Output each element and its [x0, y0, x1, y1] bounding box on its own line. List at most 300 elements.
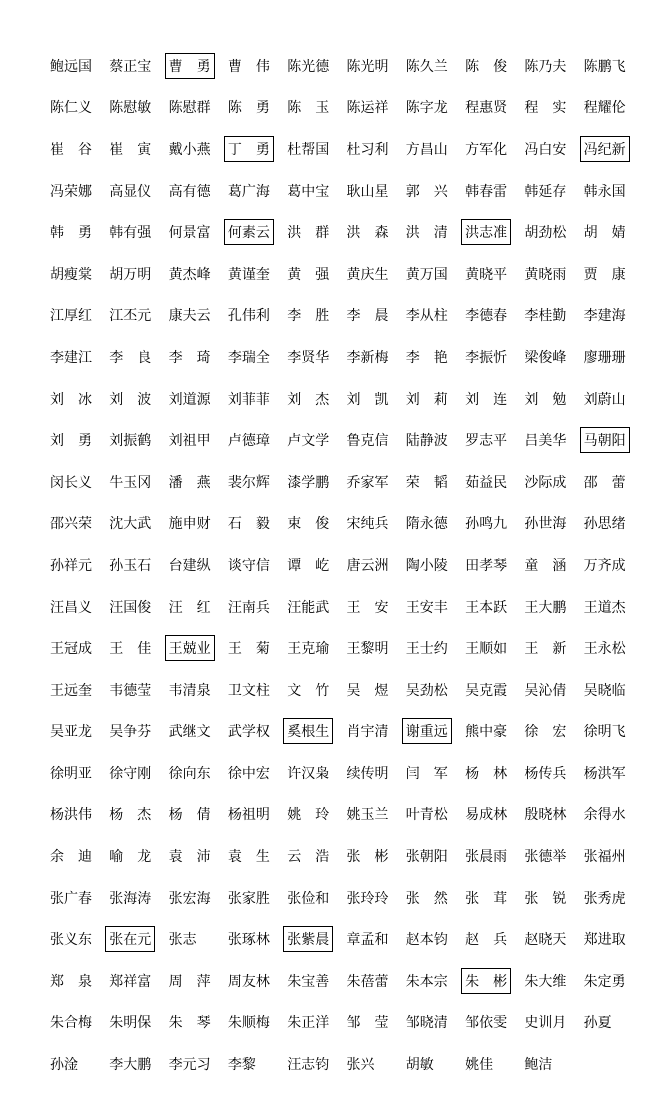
name-char: 杨 — [50, 807, 64, 824]
name-char: 李 — [346, 308, 361, 325]
name — [228, 264, 270, 284]
name-char: 潘 — [168, 474, 183, 491]
name-char: 黄 — [168, 266, 183, 283]
name-char: 义 — [78, 474, 92, 491]
name — [228, 56, 270, 76]
name-char: 程 — [524, 100, 539, 117]
name-cell — [524, 638, 583, 658]
name-char: 刘 — [346, 391, 361, 408]
name-row — [50, 211, 643, 253]
name-cell — [346, 555, 405, 575]
name-cell — [50, 181, 109, 201]
name-cell — [287, 347, 346, 367]
name-char: 李 — [465, 349, 480, 366]
name — [584, 721, 626, 741]
name-char: 劲 — [419, 682, 434, 699]
name-cell — [465, 555, 524, 575]
name-char: 何 — [168, 225, 183, 242]
name-char: 刘 — [50, 433, 64, 450]
name-char: 鸣 — [479, 516, 494, 533]
name-cell — [287, 638, 346, 658]
name — [406, 222, 448, 242]
name-char: 朱 — [287, 1015, 302, 1032]
name-char: 珊 — [597, 349, 612, 366]
name-char: 准 — [493, 225, 508, 242]
name — [287, 97, 329, 117]
name-char: 荣 — [64, 183, 78, 200]
name — [346, 846, 388, 866]
name — [584, 929, 626, 949]
name — [406, 472, 448, 492]
name — [346, 305, 388, 325]
name — [287, 56, 329, 76]
name-char: 贤 — [301, 349, 316, 366]
name-char: 谢 — [405, 724, 420, 741]
name-char: 韩 — [465, 183, 480, 200]
name-cell — [465, 888, 524, 908]
name — [584, 97, 626, 117]
name-char: 玲 — [374, 890, 389, 907]
name — [228, 181, 270, 201]
name — [109, 597, 151, 617]
name-char: 能 — [301, 599, 316, 616]
name-char: 德 — [196, 183, 211, 200]
name — [228, 555, 270, 575]
name-cell — [287, 846, 346, 866]
name-char: 松 — [611, 641, 626, 658]
name — [287, 305, 329, 325]
name-char: 王 — [109, 641, 124, 658]
name-char: 国 — [315, 141, 330, 158]
name-char: 奎 — [255, 266, 270, 283]
name-char: 雨 — [552, 266, 567, 283]
name — [228, 513, 270, 533]
name-char: 习 — [360, 141, 375, 158]
name-char: 桂 — [538, 308, 553, 325]
name-char: 菲 — [255, 391, 270, 408]
name-char: 明 — [64, 765, 78, 782]
name-char: 龙 — [433, 100, 448, 117]
name-char: 朱 — [465, 973, 480, 990]
name-cell — [346, 680, 405, 700]
name-cell — [287, 264, 346, 284]
name-char: 石 — [137, 557, 152, 574]
name-char: 武 — [227, 724, 242, 741]
name — [346, 181, 388, 201]
name — [406, 929, 448, 949]
name-char: 小 — [419, 557, 434, 574]
name-cell — [406, 181, 465, 201]
name-boxed — [402, 718, 452, 744]
name — [524, 1012, 566, 1032]
name-char: 朱 — [168, 1015, 183, 1032]
name-char: 徐 — [168, 765, 183, 782]
name-row — [50, 1002, 643, 1044]
name-char: 陈 — [465, 58, 480, 75]
name — [50, 430, 92, 450]
name-cell — [50, 430, 109, 450]
name-char: 张 — [287, 932, 302, 949]
name-char: 伟 — [241, 308, 256, 325]
name-cell — [50, 804, 109, 824]
name-char: 平 — [493, 266, 508, 283]
name-char: 振 — [123, 433, 138, 450]
name-char: 纪 — [597, 141, 612, 158]
name — [50, 929, 92, 949]
name-boxed — [105, 926, 155, 952]
name-char: 胡 — [583, 225, 598, 242]
name-char: 道 — [597, 599, 612, 616]
name-char: 煜 — [374, 682, 389, 699]
name-cell — [524, 763, 583, 783]
name-char: 定 — [597, 973, 612, 990]
name-char: 谷 — [78, 141, 92, 158]
name-row — [50, 711, 643, 753]
name-char: 波 — [433, 433, 448, 450]
name-char: 鹏 — [552, 599, 567, 616]
name-cell — [109, 139, 168, 159]
name — [169, 763, 211, 783]
name-cell — [406, 513, 465, 533]
name-char: 冠 — [64, 641, 78, 658]
name: 李大鹏 — [109, 1057, 152, 1074]
name-char: 朱 — [227, 1015, 242, 1032]
name — [109, 846, 151, 866]
name-char: 刘 — [524, 391, 539, 408]
name-char: 成 — [479, 807, 494, 824]
name-cell — [406, 846, 465, 866]
name-char: 信 — [374, 433, 389, 450]
name-cell — [524, 804, 583, 824]
name-char: 江 — [78, 349, 92, 366]
name — [169, 888, 211, 908]
name-char: 冈 — [137, 474, 152, 491]
name-boxed — [224, 136, 274, 162]
name-char: 罗 — [465, 433, 480, 450]
name-cell — [169, 555, 228, 575]
name-char: 亚 — [78, 765, 92, 782]
name-row — [50, 128, 643, 170]
name — [109, 680, 151, 700]
name-char: 刘 — [168, 391, 183, 408]
name-cell — [346, 472, 405, 492]
name-cell — [50, 1054, 109, 1074]
name-char: 成 — [78, 641, 92, 658]
name — [109, 721, 151, 741]
name-char: 元 — [78, 557, 92, 574]
name-cell — [109, 971, 168, 991]
name-char: 鲍 — [50, 58, 64, 75]
name-char: 兵 — [374, 516, 389, 533]
name-char: 明 — [123, 1015, 138, 1032]
name-char: 白 — [538, 141, 553, 158]
name-cell — [346, 430, 405, 450]
name-char: 涛 — [137, 890, 152, 907]
name-char: 珊 — [611, 349, 626, 366]
name-char: 林 — [552, 807, 567, 824]
name-cell — [228, 971, 287, 991]
name — [524, 347, 566, 367]
name-cell — [346, 139, 405, 159]
name-char: 俊 — [315, 516, 330, 533]
name-char: 素 — [241, 225, 256, 242]
name-char: 曹 — [227, 58, 242, 75]
name-char: 尔 — [241, 474, 256, 491]
name-char: 石 — [227, 516, 242, 533]
name — [228, 97, 270, 117]
name-char: 徐 — [50, 765, 64, 782]
name-cell — [524, 680, 583, 700]
name-char: 蓓 — [360, 973, 375, 990]
name-cell — [109, 389, 168, 409]
name-char: 和 — [315, 890, 330, 907]
name-cell — [346, 1012, 405, 1032]
name-cell — [584, 513, 643, 533]
name-char: 李 — [287, 308, 302, 325]
name-cell — [109, 222, 168, 242]
name-char: 史 — [524, 1015, 539, 1032]
name-char: 晓 — [538, 807, 553, 824]
name-char: 洲 — [374, 557, 389, 574]
name-char: 民 — [493, 474, 508, 491]
name-char: 申 — [182, 516, 197, 533]
name-char: 广 — [241, 183, 256, 200]
name — [524, 513, 566, 533]
name-cell — [465, 513, 524, 533]
name — [346, 347, 388, 367]
name — [50, 181, 92, 201]
name-char: 涵 — [552, 557, 567, 574]
name — [169, 472, 211, 492]
name-char: 实 — [552, 100, 567, 117]
name-char: 忻 — [493, 349, 508, 366]
name-char: 王 — [583, 599, 598, 616]
name-char: 王 — [465, 599, 480, 616]
name-char: 张 — [524, 890, 539, 907]
name-char: 徐 — [227, 765, 242, 782]
name-char: 洪 — [597, 765, 612, 782]
name-cell — [228, 513, 287, 533]
name-boxed — [580, 427, 630, 453]
name-char: 军 — [611, 765, 626, 782]
name-char: 强 — [137, 225, 152, 242]
name — [50, 846, 92, 866]
name-char: 朱 — [287, 973, 302, 990]
name-char: 葛 — [227, 183, 242, 200]
name — [50, 472, 92, 492]
name-char: 贾 — [583, 266, 598, 283]
name-char: 宝 — [301, 973, 316, 990]
name-char: 明 — [137, 266, 152, 283]
name-char: 张 — [227, 890, 242, 907]
name-char: 春 — [479, 183, 494, 200]
name-char: 娜 — [78, 183, 92, 200]
name-char: 陈 — [346, 58, 361, 75]
name-char: 倩 — [196, 807, 211, 824]
name — [109, 888, 151, 908]
name-char: 义 — [64, 932, 78, 949]
name-char: 宝 — [137, 58, 152, 75]
name-cell — [465, 347, 524, 367]
name — [109, 1012, 151, 1032]
name-cell — [109, 1012, 168, 1032]
name-char: 孙 — [465, 516, 480, 533]
name-cell — [406, 971, 465, 991]
name — [287, 430, 329, 450]
name-row — [50, 336, 643, 378]
name-char: 韬 — [433, 474, 448, 491]
name-char: 菲 — [241, 391, 256, 408]
name-char: 韩 — [50, 225, 64, 242]
name-char: 武 — [315, 599, 330, 616]
name-char: 朱 — [346, 973, 361, 990]
name-char: 慰 — [123, 100, 138, 117]
name-char: 守 — [123, 765, 138, 782]
name-cell — [465, 1054, 524, 1074]
name-cell — [169, 846, 228, 866]
name-char: 胜 — [255, 890, 270, 907]
name-char: 闫 — [405, 765, 420, 782]
name — [584, 222, 626, 242]
name-char: 勇 — [255, 141, 270, 158]
name-row — [50, 794, 643, 836]
name — [50, 513, 92, 533]
name-char: 刚 — [137, 765, 152, 782]
name — [346, 721, 388, 741]
name-row — [50, 877, 643, 919]
name-char: 毅 — [255, 516, 270, 533]
name-cell — [109, 56, 168, 76]
name — [406, 680, 448, 700]
name-char: 学 — [301, 474, 316, 491]
name — [169, 222, 211, 242]
name-cell — [465, 305, 524, 325]
name-char: 方 — [465, 141, 480, 158]
name-char: 云 — [287, 849, 302, 866]
name-char: 善 — [315, 973, 330, 990]
name-char: 续 — [346, 765, 361, 782]
name-cell — [50, 389, 109, 409]
name — [406, 305, 448, 325]
name-row — [50, 45, 643, 87]
name — [228, 763, 270, 783]
name — [346, 513, 388, 533]
name-char: 李 — [287, 349, 302, 366]
name-char: 熊 — [465, 724, 480, 741]
name-cell — [169, 1054, 228, 1074]
name — [228, 305, 270, 325]
name — [50, 56, 92, 76]
name — [584, 804, 626, 824]
name-char: 吴 — [405, 682, 420, 699]
name-char: 李 — [346, 349, 361, 366]
name-row — [50, 503, 643, 545]
name-char: 祖 — [182, 433, 197, 450]
name-char: 成 — [552, 474, 567, 491]
name-char: 春 — [78, 890, 92, 907]
name-char: 本 — [479, 599, 494, 616]
name-char: 亚 — [64, 724, 78, 741]
name-char: 晓 — [479, 266, 494, 283]
name-cell — [50, 680, 109, 700]
name-char: 冯 — [50, 183, 64, 200]
name-char: 远 — [64, 682, 78, 699]
name — [346, 638, 388, 658]
name-cell — [169, 1012, 228, 1032]
name-char: 茹 — [465, 474, 480, 491]
name-char: 勇 — [611, 973, 626, 990]
name-row — [50, 1043, 643, 1085]
name-char: 豪 — [493, 724, 508, 741]
name-char: 松 — [433, 807, 448, 824]
name — [584, 389, 626, 409]
name-cell — [169, 513, 228, 533]
name-char: 袁 — [227, 849, 242, 866]
name-cell — [465, 971, 524, 991]
name-row — [50, 170, 643, 212]
name-char: 俭 — [301, 890, 316, 907]
name-char: 陈 — [405, 58, 420, 75]
name-cell — [287, 888, 346, 908]
name — [584, 555, 626, 575]
name-char: 浩 — [315, 849, 330, 866]
name: 张志 — [168, 932, 197, 949]
name-cell — [228, 597, 287, 617]
name-char: 伦 — [611, 100, 626, 117]
name-cell — [584, 888, 643, 908]
name-cell — [287, 929, 346, 949]
name-char: 万 — [419, 266, 434, 283]
name — [465, 680, 507, 700]
name — [406, 971, 448, 991]
name-char: 梅 — [78, 1015, 92, 1032]
name — [584, 888, 626, 908]
name-char: 王 — [524, 641, 539, 658]
name-char: 取 — [611, 932, 626, 949]
name-cell — [584, 721, 643, 741]
name-char: 刘 — [109, 433, 124, 450]
name-cell — [287, 472, 346, 492]
name-char: 文 — [301, 433, 316, 450]
name-row — [50, 461, 643, 503]
name — [50, 680, 92, 700]
name-char: 孙 — [109, 557, 124, 574]
name-cell — [169, 763, 228, 783]
name-cell — [287, 56, 346, 76]
name-char: 王 — [524, 599, 539, 616]
name-char: 长 — [64, 474, 78, 491]
name-cell — [346, 1054, 405, 1074]
name-char: 韦 — [109, 682, 124, 699]
name-char: 汪 — [227, 599, 242, 616]
name-char: 学 — [315, 433, 330, 450]
name-cell — [524, 513, 583, 533]
name-char: 国 — [123, 599, 138, 616]
name-cell — [50, 971, 109, 991]
name-char: 洪 — [287, 225, 302, 242]
name-char: 奎 — [78, 682, 92, 699]
name-char: 传 — [538, 765, 553, 782]
name — [584, 971, 626, 991]
name-char: 卫 — [227, 682, 242, 699]
name — [228, 804, 270, 824]
name — [524, 181, 566, 201]
name-char: 田 — [465, 557, 480, 574]
name-cell — [109, 1054, 168, 1074]
name-cell — [584, 804, 643, 824]
name-char: 杰 — [315, 391, 330, 408]
name-cell — [228, 804, 287, 824]
